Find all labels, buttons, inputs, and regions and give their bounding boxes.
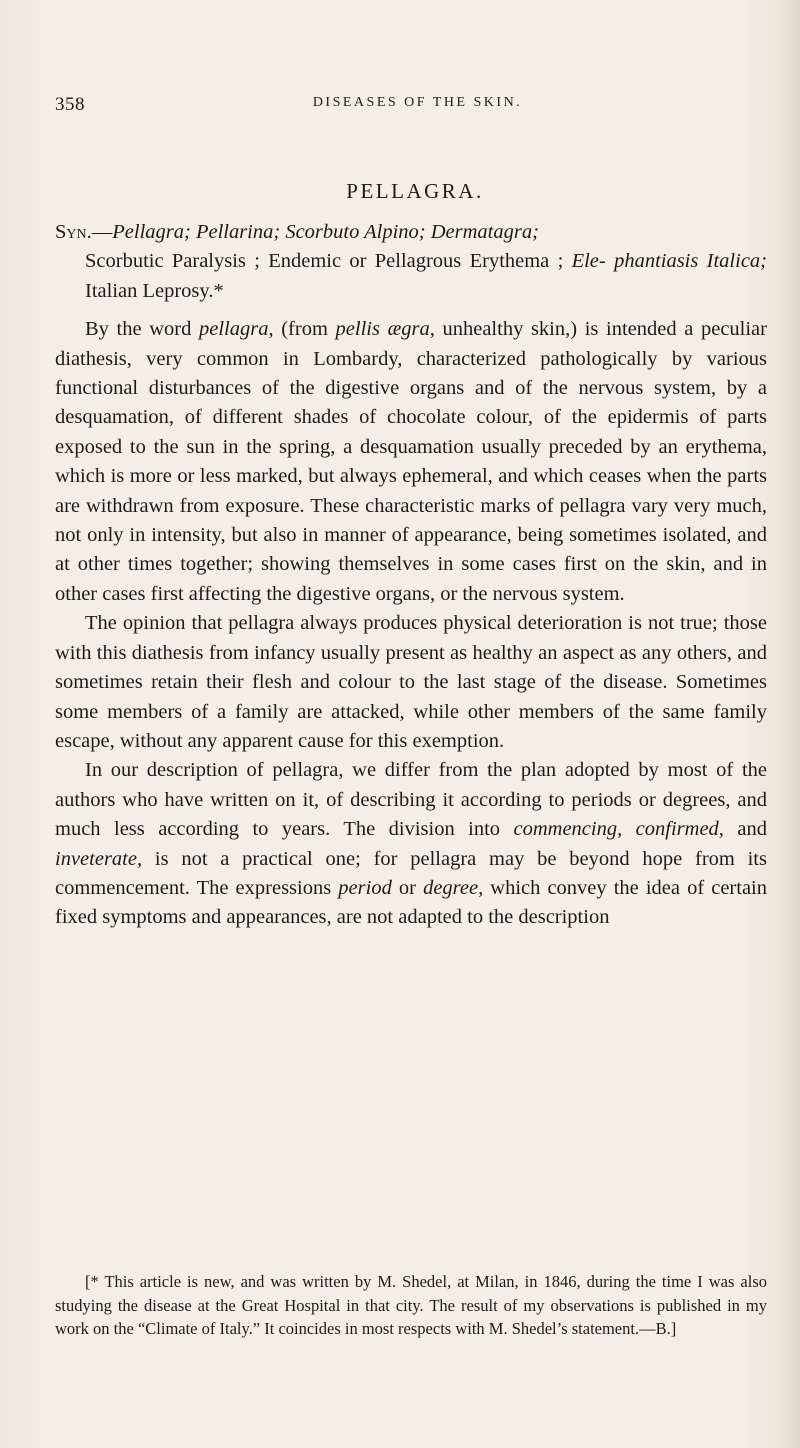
paragraph-text: (from [273,318,336,341]
body-text [55,218,767,933]
page-number: 358 [55,94,85,115]
paragraph-text: unhealthy skin,) is intended a peculiar diathesis, very common in Lombardy, characterized pathologically by various functional disturbances of the digestive organs and of the nervous system, by a desquamation, of different shades of chocolate colour, of the epidermis of parts exposed to the sun in the spring, a desquamation usually preceded by an erythema, which is more or less marked, but always ephemeral, and which ceases when the parts are withdrawn from exposure. These characteristic marks of pellagra vary very much, not only in intensity, but also in manner of appearance, being sometimes isolated, and at other times together; showing themselves in some cases first on the skin, and in other cases first affecting the digestive organs, or the nervous system. [55,318,767,605]
synonyms-hanging [55,247,767,306]
synonyms-line-3-italic: phantiasis Italica; [614,250,767,273]
synonyms-dash: — [91,221,113,243]
paragraph-italic: degree, [423,876,484,899]
paragraph-text: which convey the idea of certain fixed symptoms and appearances, are not adapted to the description [55,876,767,929]
paragraph-text: is not a practical one; for pellagra may be beyond hope from its commencement. The expressions [55,847,767,899]
synonyms-line-1: Pellagra; Pellarina; Scorbuto Alpino; Dermatagra; [112,221,539,243]
page-edge-shadow [782,0,800,1448]
synonyms-line-2: Scorbutic Paralysis ; Endemic or Pellagrous Erythema ; [85,250,572,273]
paragraph-italic: commencing, confirmed, [513,818,724,841]
paragraph-italic: inveterate, [55,847,143,870]
paragraph-text: By the word [85,318,199,341]
paragraph-text: or [391,876,424,899]
synonyms-paragraph [55,218,767,306]
footnote [55,1270,767,1341]
paragraph-italic: pellis ægra, [335,318,435,341]
chapter-title: PELLAGRA. [346,179,484,203]
paragraph-opinion: The opinion that pellagra always produces physical deterioration is not true; those with this diathesis from infancy usually present as healthy an aspect as any others, and sometimes retain their flesh and colour to the last stage of the disease. Sometimes some members of a family are attacked, while other members of the same family escape, without any apparent cause for this exemption. [55,612,767,752]
paragraph-text: and [723,818,767,841]
paragraph-definition [55,315,767,609]
synonyms-line-3: Italian Leprosy.* [85,279,224,302]
paragraph-text: In our description of pellagra, we differ from the plan adopted by most of the authors who have written on it, of describing it according to periods or degrees, and much less according to years. The division into [55,759,767,841]
paragraph-italic: pellagra, [199,318,274,341]
footnote-text: [* This article is new, and was written by M. Shedel, at Milan, in 1846, during the time I was also studying the disease at the Great Hospital in that city. The result of my observations is published in my work on the “Climate of Italy.” It coincides in most respects with M. Shedel’s statement.—B.] [55,1272,767,1338]
synonyms-line-2-italic: Ele- [571,250,606,273]
running-head [55,94,755,118]
paragraph-description [55,756,767,932]
paragraph-italic: period [338,876,392,899]
synonyms-prefix: Syn. [55,221,92,243]
running-title: DISEASES OF THE SKIN. [312,95,523,110]
